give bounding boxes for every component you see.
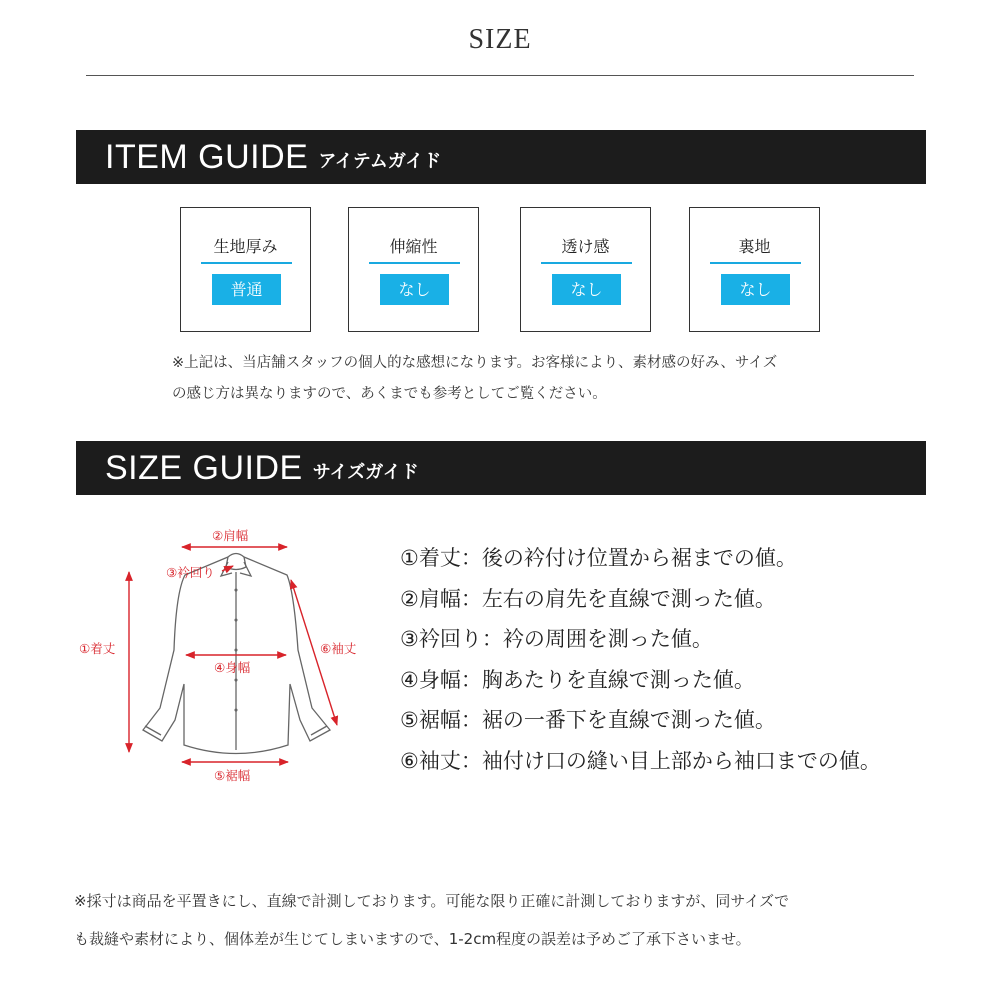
label-sleeve: ⑥袖丈 xyxy=(320,641,357,656)
footer-note-line2: も裁縫や素材により、個体差が生じてしまいますので、1-2cm程度の誤差は予めご了承下さいませ。 xyxy=(74,930,751,948)
guide-box-lining xyxy=(689,207,820,332)
page-title: SIZE xyxy=(468,24,532,55)
guide-box-underline xyxy=(369,262,460,264)
item-note-line1: ※上記は、当店舗スタッフの個人的な感想になります。お客様により、素材感の好み、サイズ xyxy=(172,355,778,371)
item-guide-title: ITEM GUIDE xyxy=(105,137,309,176)
description-item: ⑥袖丈：袖付け口の縫い目上部から袖口までの値。 xyxy=(400,748,881,773)
footer-note-line1: ※採寸は商品を平置きにし、直線で計測しております。可能な限り正確に計測しておりますが、同サイズで xyxy=(74,892,790,910)
guide-box-label: 透け感 xyxy=(561,237,610,256)
item-guide-banner xyxy=(76,130,926,184)
item-guide-subtitle: アイテムガイド xyxy=(318,151,442,172)
description-item: ②肩幅：左右の肩先を直線で測った値。 xyxy=(400,586,776,611)
description-item: ⑤裾幅：裾の一番下を直線で測った値。 xyxy=(400,708,776,732)
guide-box-underline xyxy=(710,262,801,264)
guide-box-label: 裏地 xyxy=(738,237,771,256)
label-length: ①着丈 xyxy=(79,641,116,656)
guide-box-sheerness xyxy=(520,207,651,332)
description-item: ①着丈：後の衿付け位置から裾までの値。 xyxy=(400,546,797,570)
size-guide-subtitle: サイズガイド xyxy=(312,462,419,483)
guide-box-thickness xyxy=(180,207,311,332)
shirt-illustration xyxy=(143,554,330,754)
guide-box-stretch xyxy=(348,207,479,332)
guide-box-label: 伸縮性 xyxy=(389,237,438,256)
description-item: ④身幅：胸あたりを直線で測った値。 xyxy=(400,667,755,692)
description-item: ③衿回り：衿の周囲を測った値。 xyxy=(400,627,713,651)
shirt-measurement-diagram xyxy=(0,500,400,800)
size-descriptions xyxy=(400,540,881,783)
guide-box-underline xyxy=(541,262,632,264)
label-collar: ③衿回り xyxy=(166,565,215,580)
label-hem: ⑤裾幅 xyxy=(214,768,251,783)
size-guide-title: SIZE GUIDE xyxy=(105,448,303,487)
label-chest: ④身幅 xyxy=(214,660,251,675)
title-divider xyxy=(86,75,914,76)
label-shoulder: ②肩幅 xyxy=(212,528,249,543)
guide-box-value: なし xyxy=(552,274,621,305)
item-note-line2: の感じ方は異なりますので、あくまでも参考としてご覧ください。 xyxy=(172,386,607,402)
guide-box-value: なし xyxy=(380,274,449,305)
guide-box-underline xyxy=(201,262,292,264)
guide-box-value: 普通 xyxy=(212,274,281,305)
guide-box-label: 生地厚み xyxy=(213,237,278,256)
size-guide-banner xyxy=(76,441,926,495)
guide-box-value: なし xyxy=(721,274,790,305)
